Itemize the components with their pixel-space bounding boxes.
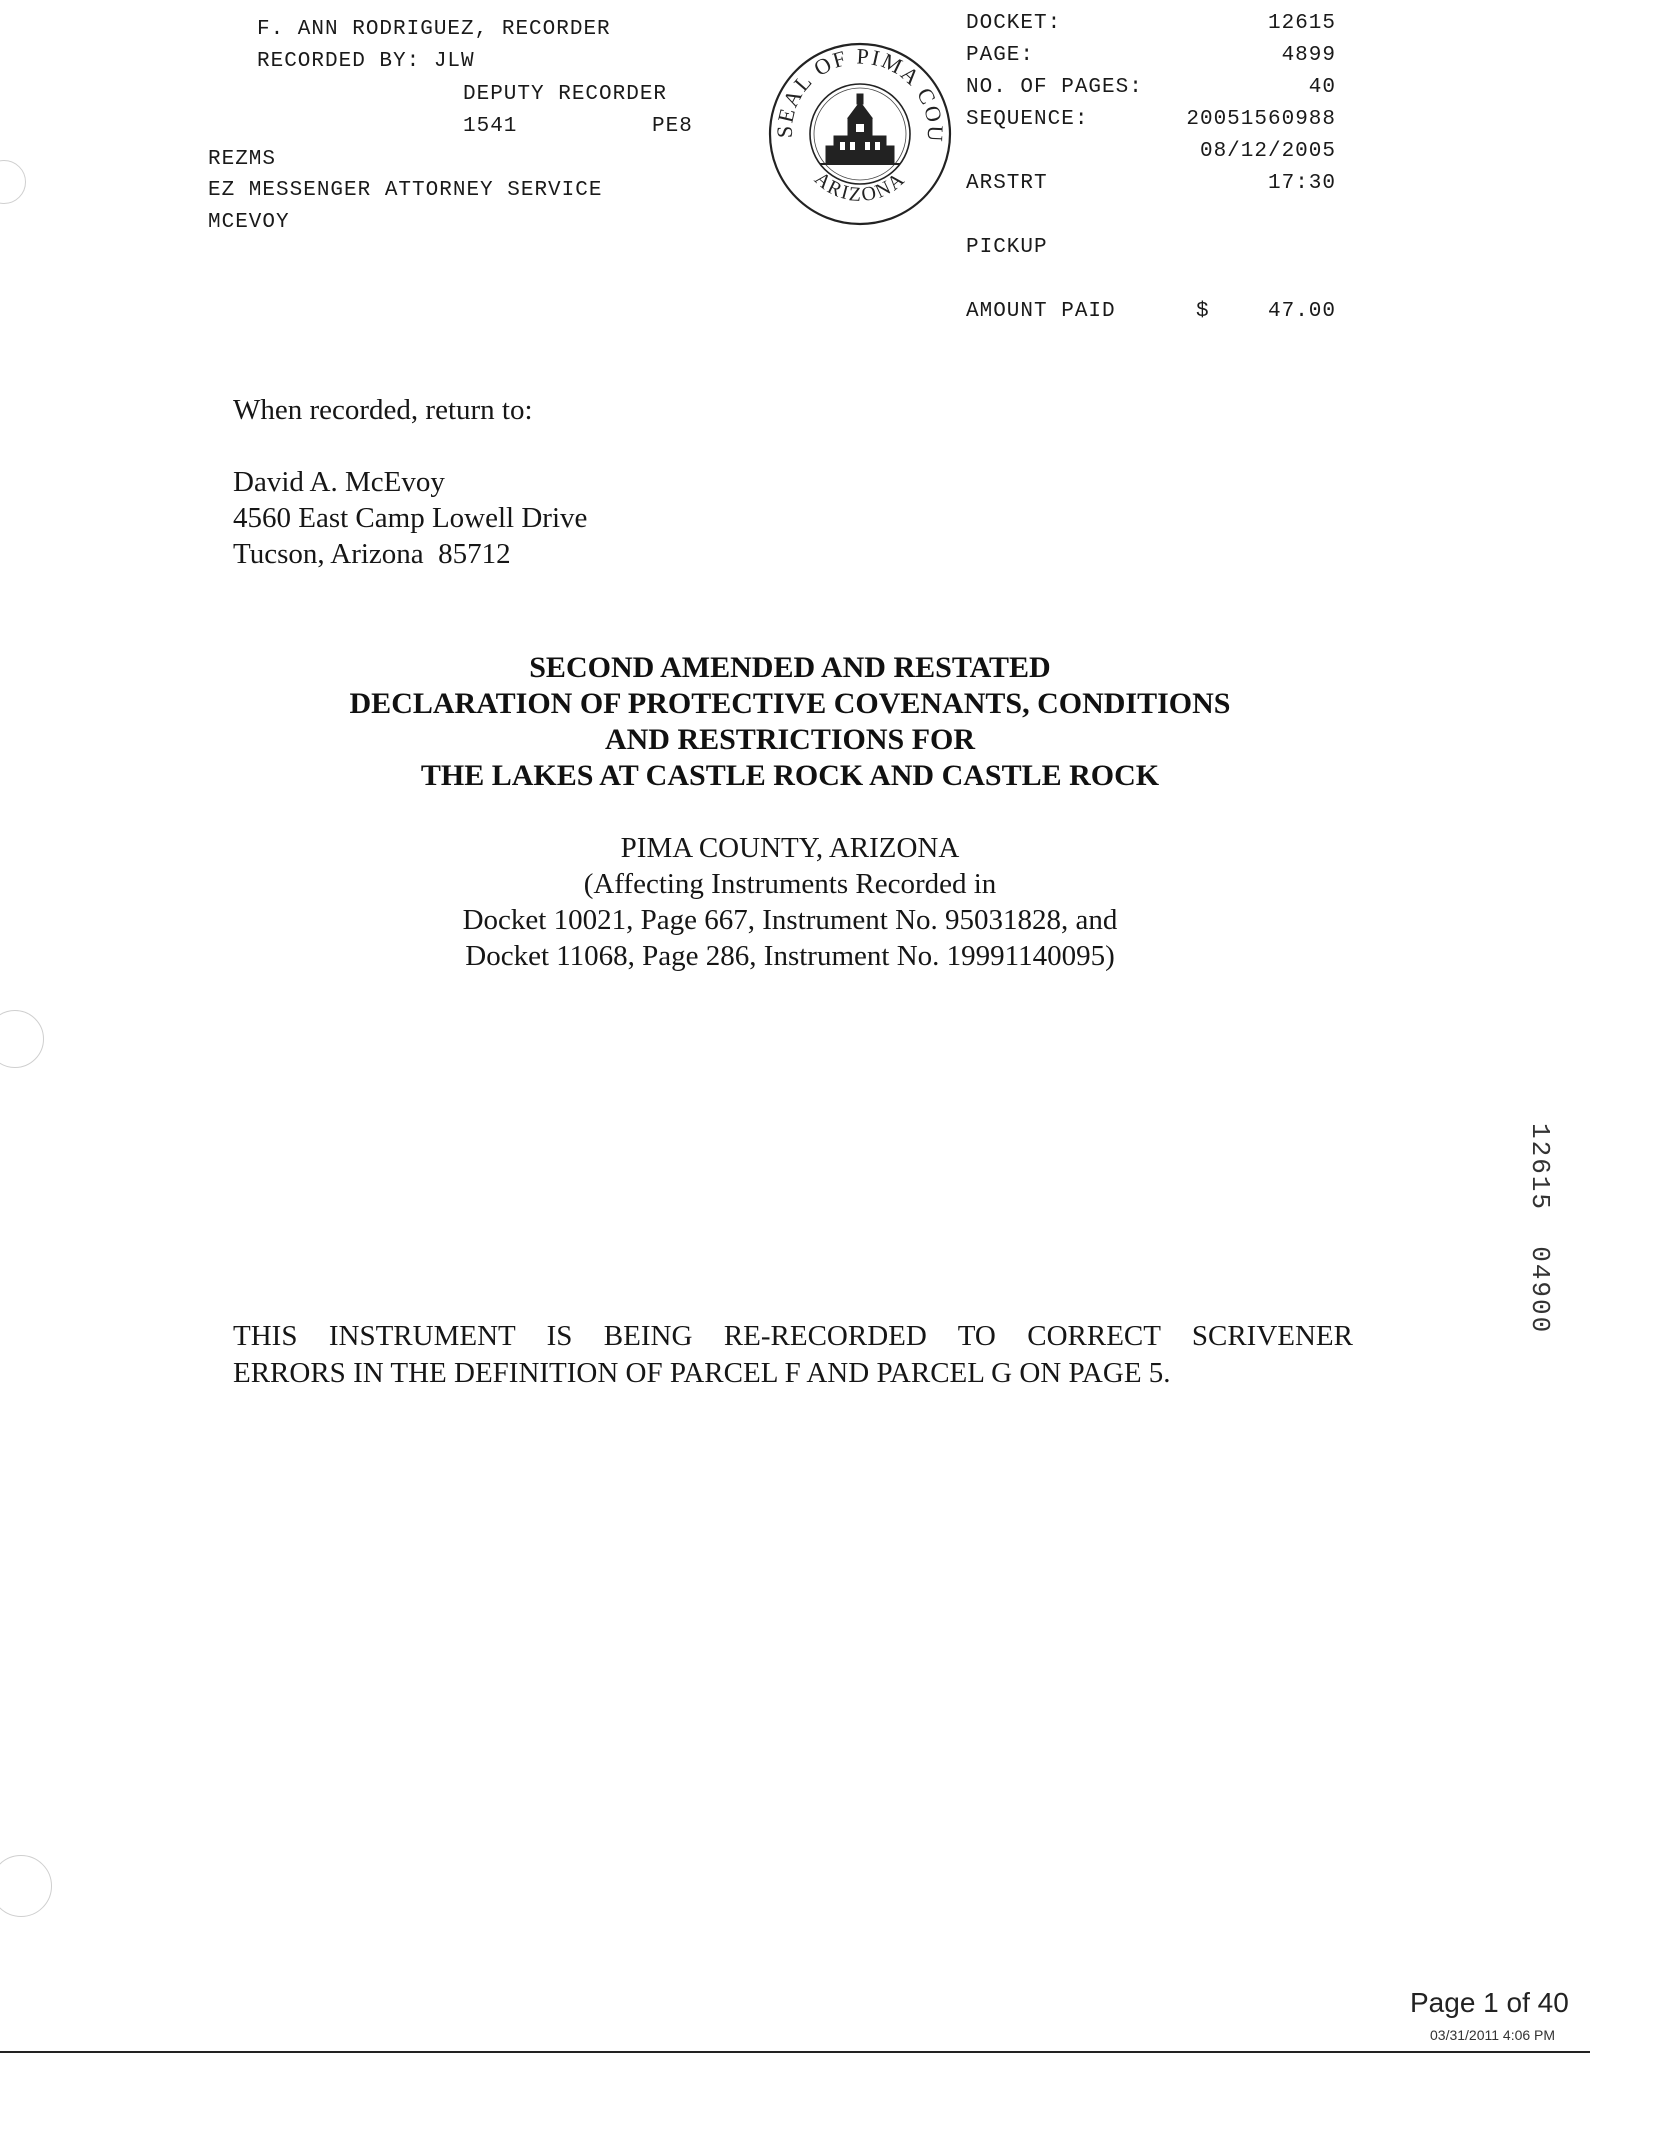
svg-text:ARIZONA	[810, 168, 910, 207]
punch-hole-middle	[0, 1010, 44, 1068]
title-line-4: THE LAKES AT CASTLE ROCK AND CASTLE ROCK	[420, 759, 1160, 792]
title-line-1: SECOND AMENDED AND RESTATED	[529, 651, 1051, 684]
seal-graphic	[764, 38, 956, 230]
notice-line-2: ERRORS IN THE DEFINITION OF PARCEL F AND PARCEL G ON PAGE 5.	[233, 1357, 1171, 1389]
side-docket-stamp	[1520, 1123, 1560, 1388]
return-to-street: 4560 East Camp Lowell Drive	[233, 502, 588, 534]
subtitle-line-3: Docket 10021, Page 667, Instrument No. 95031828, and	[462, 904, 1118, 936]
seal-bottom-text: ARIZONA	[810, 167, 910, 207]
subtitle-line-2: (Affecting Instruments Recorded in	[583, 868, 997, 900]
party-name: MCEVOY	[208, 211, 290, 234]
recorded-by: RECORDED BY: JLW	[257, 50, 475, 73]
recorder-code-1: 1541	[463, 115, 518, 138]
page-value: 4899	[1281, 44, 1336, 67]
punch-hole-top	[0, 160, 26, 204]
re-recording-notice	[233, 1318, 1353, 1392]
footer-rule	[0, 2051, 1590, 2053]
rezms-code: REZMS	[208, 148, 277, 171]
document-title	[260, 650, 1320, 794]
pickup-label: PICKUP	[966, 236, 1048, 259]
return-to-name: David A. McEvoy	[233, 466, 445, 498]
docket-label: DOCKET:	[966, 12, 1062, 35]
amount-paid-value: 47.00	[1267, 300, 1336, 323]
return-to-heading: When recorded, return to:	[233, 394, 533, 426]
title-line-2: DECLARATION OF PROTECTIVE COVENANTS, CONDITIONS	[349, 687, 1231, 720]
title-line-3: AND RESTRICTIONS FOR	[604, 723, 976, 756]
recording-info	[966, 12, 1336, 332]
notice-line-1: THIS INSTRUMENT IS BEING RE-RECORDED TO CORRECT SCRIVENER	[233, 1320, 1353, 1352]
amount-paid-label: AMOUNT PAID	[966, 300, 1116, 323]
subtitle-line-4: Docket 11068, Page 286, Instrument No. 19991140095)	[465, 940, 1115, 972]
document-subtitle	[360, 830, 1220, 974]
currency-symbol: $	[1196, 300, 1210, 323]
messenger-service: EZ MESSENGER ATTORNEY SERVICE	[208, 179, 603, 202]
sequence-value: 20051560988	[1186, 108, 1336, 131]
deputy-recorder: DEPUTY RECORDER	[463, 83, 668, 106]
seal-top-text: SEAL OF PIMA COU	[771, 43, 949, 144]
return-to-city: Tucson, Arizona 85712	[233, 538, 511, 570]
page-label: PAGE:	[966, 44, 1035, 67]
county-seal	[764, 38, 956, 230]
side-docket-text: 12615 04900	[1525, 1123, 1555, 1335]
page-number: Page 1 of 40	[1410, 1987, 1569, 2018]
print-timestamp: 03/31/2011 4:06 PM	[1430, 2027, 1556, 2043]
recorder-name: F. ANN RODRIGUEZ, RECORDER	[257, 18, 611, 41]
num-pages-label: NO. OF PAGES:	[966, 76, 1143, 99]
sequence-label: SEQUENCE:	[966, 108, 1089, 131]
recorder-code-2: PE8	[652, 115, 693, 138]
recording-date: 08/12/2005	[1199, 140, 1336, 163]
recording-time: 17:30	[1267, 172, 1336, 195]
docket-value: 12615	[1267, 12, 1336, 35]
arstrt-label: ARSTRT	[966, 172, 1048, 195]
punch-hole-bottom	[0, 1855, 52, 1917]
subtitle-line-1: PIMA COUNTY, ARIZONA	[620, 832, 960, 864]
num-pages-value: 40	[1308, 76, 1336, 99]
